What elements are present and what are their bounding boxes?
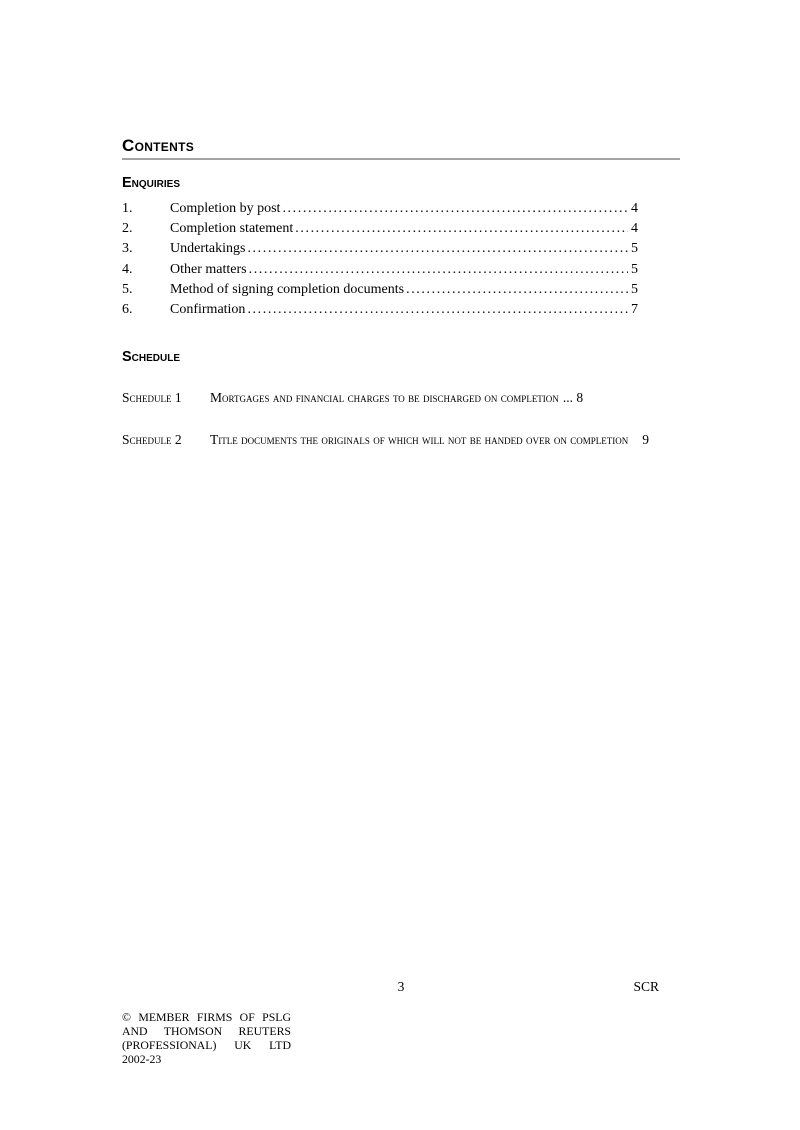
toc-page-number: 5 <box>631 241 638 257</box>
schedule-page-ref: 9 <box>642 432 649 448</box>
dot-leader <box>249 260 628 280</box>
toc-entry <box>122 280 680 300</box>
toc-number: 6. <box>122 302 133 318</box>
schedule-page-ref: ... 8 <box>562 390 584 406</box>
toc-number: 5. <box>122 281 133 297</box>
dot-leader <box>406 280 628 300</box>
schedule-title: Mortgages and financial charges to be discharged on completion <box>210 390 559 406</box>
toc-title: Confirmation <box>170 302 246 318</box>
toc-page-number: 7 <box>631 302 638 318</box>
toc-number: 3. <box>122 241 133 257</box>
copyright-notice: © MEMBER FIRMS OF PSLG AND THOMSON REUTERS (PROFESSIONAL) UK LTD 2002-23 <box>122 1010 291 1066</box>
contents-heading: Contents <box>122 136 195 155</box>
dot-leader <box>247 239 628 259</box>
toc-list <box>122 199 680 320</box>
toc-title: Other matters <box>170 261 247 277</box>
dot-leader <box>247 300 628 320</box>
toc-title: Completion by post <box>170 201 281 216</box>
schedule-entry <box>122 430 680 450</box>
toc-title: Completion statement <box>170 221 294 237</box>
toc-entry <box>122 199 680 219</box>
toc-page-number: 4 <box>631 201 638 216</box>
toc-entry <box>122 219 680 239</box>
enquiries-heading: Enquiries <box>122 175 181 191</box>
toc-page-number: 5 <box>631 281 638 297</box>
toc-entry <box>122 260 680 280</box>
toc-entry <box>122 300 680 320</box>
schedule-entry <box>122 388 680 408</box>
toc-title: Undertakings <box>170 241 246 257</box>
toc-title: Method of signing completion documents <box>170 281 405 297</box>
toc-number: 2. <box>122 221 133 237</box>
page-footer <box>122 979 680 995</box>
doc-code: SCR <box>633 979 659 994</box>
dot-leader <box>295 219 628 239</box>
schedule-label: Schedule 2 <box>122 432 182 448</box>
page-content <box>122 137 680 450</box>
toc-number: 1. <box>122 201 133 216</box>
schedule-title: Title documents the originals of which will not be handed over on completion <box>210 432 629 448</box>
schedule-heading: Schedule <box>122 349 181 366</box>
toc-page-number: 5 <box>631 261 638 277</box>
dot-leader <box>282 199 628 219</box>
contents-rule <box>122 158 680 160</box>
toc-entry <box>122 239 680 259</box>
toc-page-number: 4 <box>631 221 638 237</box>
toc-number: 4. <box>122 261 133 277</box>
schedule-label: Schedule 1 <box>122 390 182 406</box>
page-number: 3 <box>397 979 405 994</box>
